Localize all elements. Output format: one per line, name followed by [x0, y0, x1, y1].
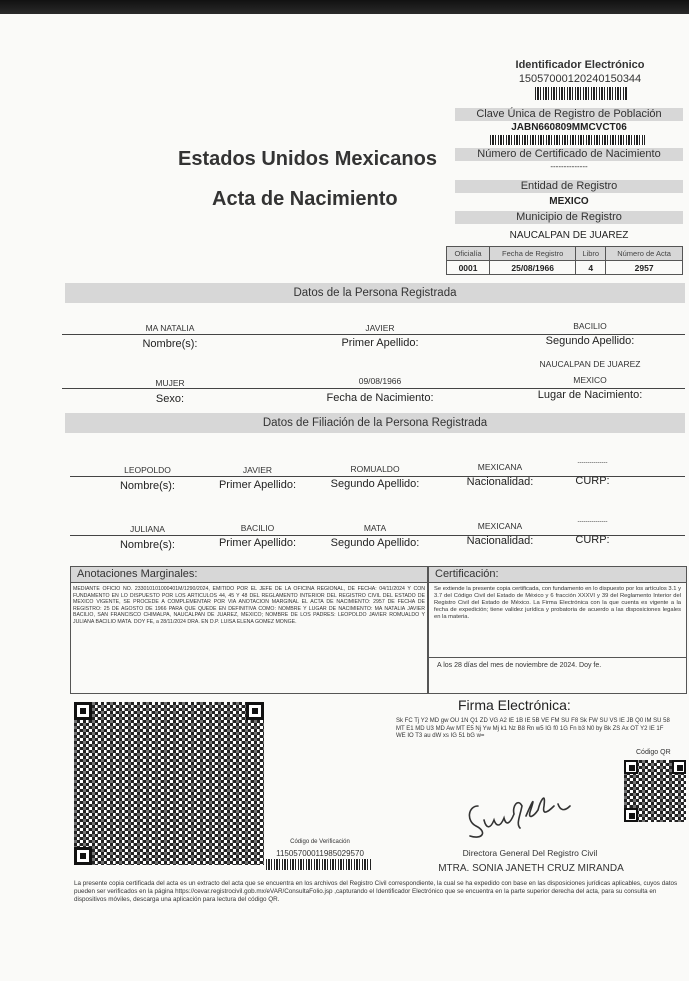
official-name: MTRA. SONIA JANETH CRUZ MIRANDA [438, 863, 624, 874]
parent-2-nationality: MEXICANA [477, 521, 523, 531]
parent-1-name-label: Nombre(s): [119, 480, 175, 492]
marginal-annotations-text: MEDIANTE OFICIO NO. 233010101000401M/1290/2024, EMITIDO POR EL JEFE DE LA OFICINA REGIONAL, DE FECHA: 04/11/2024 Y CON FUNDAMENTO EN LO DISPUESTO POR LOS ARTICULOS 44, 45 Y 48 DEL REGLAMENTO INTERIOR DEL REGISTRO CIVIL DEL ESTADO DE MEXICO VIGENTE, SE PROCEDE A COMPLEMENTAR POR VIA ANOTACION MARGINAL EL ACTA DE NACIMIENTO: 2957 DE FECHA DE REGISTRO: 25 DE AGOSTO DE 1966 PARA QUE QUEDE EN DEFINITIVA COMO: NOMBRE Y LUGAR DE NACIMIENTO: MA NATALIA JAVIER BACILIO, SAN FRANCISCO CHIMALPA, NAUCALPAN DE JUAREZ, MEXICO; NOMBRE DE LOS PADRES: LEOPOLDO JAVIER ROMUALDO Y JULIANA BACILIO MATA. DOY FE, a 28/11/2024 DRA. EN D.P. LUISA ELENA GOMEZ MONGE. [73, 586, 425, 625]
certification-box [428, 566, 687, 694]
parent-1-first-surname: JAVIER [242, 465, 273, 475]
country-heading: Estados Unidos Mexicanos [178, 148, 437, 170]
qr-finder-bottom-left [624, 808, 638, 822]
parent-1-second-surname-label: Segundo Apellido: [330, 478, 420, 490]
parent-1-nationality: MEXICANA [477, 462, 523, 472]
filiation-section-header: Datos de Filiación de la Persona Registrada [65, 413, 685, 433]
scan-top-edge [0, 0, 689, 14]
person-birth-place-label: Lugar de Nacimiento: [537, 389, 643, 401]
parent-2-second-surname-label: Segundo Apellido: [330, 537, 420, 549]
official-title: Directora General Del Registro Civil [462, 848, 598, 858]
parent-2-nationality-label: Nacionalidad: [466, 535, 534, 547]
qr-code-label: Código QR [636, 749, 671, 756]
person-sex-label: Sexo: [155, 393, 185, 405]
electronic-id-number: 15057000120240150344 [518, 73, 642, 85]
registry-municipality-value: NAUCALPAN DE JUAREZ [509, 230, 629, 241]
parent-2-first-surname-label: Primer Apellido: [218, 537, 297, 549]
person-birth-place-state: MEXICO [573, 375, 607, 385]
parent-2-curp: --------------- [577, 519, 608, 525]
registry-details-table [446, 246, 683, 275]
curp-label: Clave Única de Registro de Población [455, 108, 683, 121]
person-birth-date-label: Fecha de Nacimiento: [326, 392, 434, 404]
person-first-surname-label: Primer Apellido: [341, 337, 419, 349]
person-second-surname-label: Segundo Apellido: [545, 335, 635, 347]
electronic-signature-title: Firma Electrónica: [458, 697, 571, 713]
registry-record-number-value: 2957 [606, 261, 683, 275]
parent-1-curp-label: CURP: [575, 475, 610, 487]
legal-footer-note: La presente copia certificada del acta es un extracto del acta que se encuentra en los archivos del Registro Civil correspondiente, la cual se ha expedido con base en las disposiciones jurídicas aplicables, cuyos datos pueden ser verificados en la página https://cevar.registrocivil.gob.mx/eVAR/ConsultaFolio.jsp ,capturando el Identificador Electrónico que se encuentra en la parte superior derecha del acta, para su consulta en dispositivos móviles, descarga una aplicación para lectura del código QR. [74, 880, 678, 903]
person-sex-value: MUJER [155, 378, 185, 388]
person-birth-place-municipality: NAUCALPAN DE JUAREZ [539, 359, 641, 369]
registry-header-record-number: Número de Acta [606, 247, 683, 261]
parent-2-curp-label: CURP: [575, 534, 610, 546]
qr-finder-top-right [246, 702, 264, 720]
registry-header-date: Fecha de Registro [490, 247, 576, 261]
parent-2-name: JULIANA [130, 524, 165, 534]
marginal-annotations-title: Anotaciones Marginales: [71, 567, 427, 583]
verification-qr-code [74, 702, 264, 865]
parent-2-first-surname: BACILIO [240, 523, 275, 533]
registry-book-value: 4 [576, 261, 606, 275]
certification-divider [429, 657, 686, 658]
person-birth-date-value: 09/08/1966 [358, 376, 402, 386]
birth-certificate-number-label: Número de Certificado de Nacimiento [455, 148, 683, 161]
registry-header-office: Oficialía [447, 247, 490, 261]
registry-office-value: 0001 [447, 261, 490, 275]
parent-1-second-surname: ROMUALDO [350, 464, 400, 474]
person-name-value: MA NATALIA [145, 323, 195, 333]
certification-title: Certificación: [429, 567, 686, 583]
certification-text: Se extiende la presente copia certificada, con fundamento en lo dispuesto por los artículos 3.1 y 3.7 del Código Civil del Estado de México y 6 fracción XXXVI y 39 del Reglamento Interior del Registro Civil del Estado de México. La Firma Electrónica con la que cuenta es vigente a la fecha de expedición; tiene validez jurídica y probatoria de acuerdo a las disposiciones legales en la materia. [434, 586, 681, 620]
curp-value: JABN660809MMCVCT06 [511, 122, 627, 133]
qr-finder-bottom-left [74, 847, 92, 865]
parent-1-first-surname-label: Primer Apellido: [218, 479, 297, 491]
registry-date-value: 25/08/1966 [490, 261, 576, 275]
registered-person-section-header: Datos de la Persona Registrada [65, 283, 685, 303]
verification-barcode [266, 859, 371, 870]
curp-barcode [490, 135, 645, 145]
parent-2-name-label: Nombre(s): [119, 539, 175, 551]
signature-qr-code [624, 760, 686, 822]
parent-1-name: LEOPOLDO [124, 465, 171, 475]
birth-certificate-page [0, 14, 689, 981]
qr-finder-top-left [74, 702, 92, 720]
birth-certificate-number-value: -------------- [550, 162, 588, 171]
certification-date-line: A los 28 días del mes de noviembre de 2024. Doy fe. [437, 662, 602, 669]
parent-2-second-surname: MATA [363, 523, 387, 533]
marginal-annotations-box [70, 566, 428, 694]
qr-finder-top-right [672, 760, 686, 774]
person-second-surname-value: BACILIO [573, 321, 607, 331]
verification-code-number: 11505700011985029570 [276, 849, 364, 858]
electronic-id-title: Identificador Electrónico [515, 59, 645, 71]
registry-municipality-label: Municipio de Registro [455, 211, 683, 224]
registry-entity-value: MEXICO [549, 196, 589, 207]
parent-1-curp: --------------- [577, 460, 608, 466]
person-name-label: Nombre(s): [142, 338, 198, 350]
handwritten-signature [460, 776, 580, 844]
person-first-surname-value: JAVIER [365, 323, 395, 333]
registry-header-book: Libro [576, 247, 606, 261]
parent-1-nationality-label: Nacionalidad: [466, 476, 534, 488]
registry-entity-label: Entidad de Registro [455, 180, 683, 193]
document-title: Acta de Nacimiento [212, 188, 398, 210]
electronic-id-barcode [535, 87, 627, 100]
electronic-signature-hash: Sk FC Tj Y2 MD gw OU 1N Q1 ZD VG A2 IE 1B IE 5B VE FM SU F8 Sk FW SU VS IE JB Q0 IM SU 58 MT E1 MD U3 MD Aw MT E5 Nj Yw Mj k1 Nz B8 Rn w5 IG f0 1G Fn b3 N0 by Bk ZS Ax OT Y2 IE 1F WE IO T3 au dW xs IG 51 bG w= [396, 718, 670, 739]
qr-finder-top-left [624, 760, 638, 774]
verification-code-label: Código de Verificación [290, 839, 350, 845]
